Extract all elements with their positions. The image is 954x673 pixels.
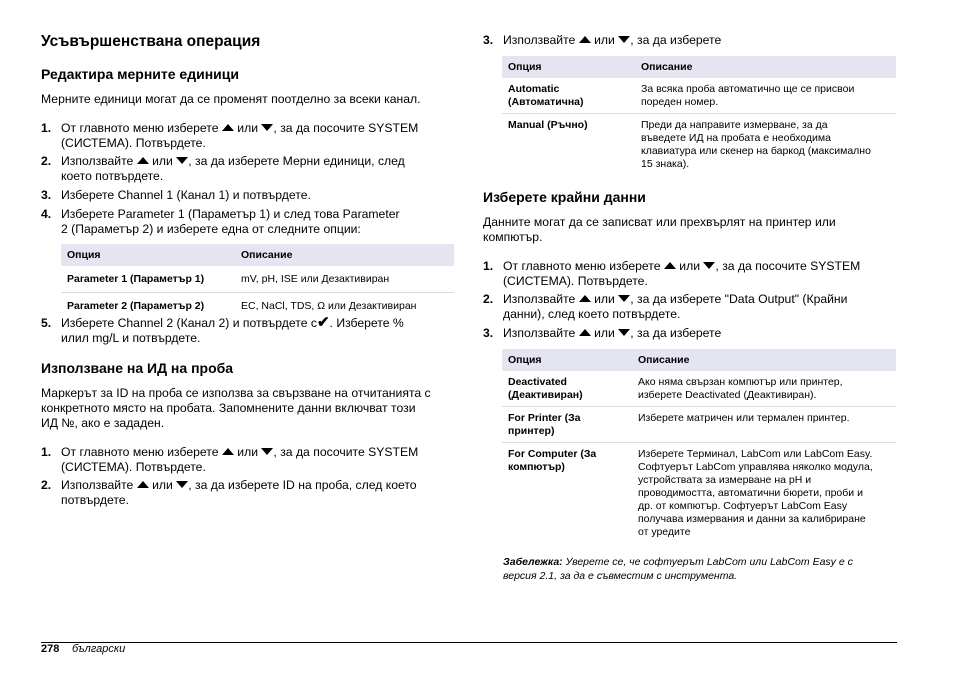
table-row: Manual (Ръчно) Преди да направите измерване, за да въведете ИД на пробата е необходима клавиатура или скенер на баркод (максимално 15 знака).: [508, 119, 871, 170]
page-number: 278: [41, 643, 60, 655]
table-row: Parameter 2 (Параметър 2) EC, NaCl, TDS, Ω или Дезактивиран: [67, 300, 417, 312]
arrow-down-icon: [703, 262, 715, 269]
table-header: Описание: [632, 349, 896, 371]
table-row: Deactivated (Деактивиран) Ако няма свързан компютър или принтер, изберете Deactivated (Деактивиран).: [502, 371, 896, 407]
arrow-down-icon: [618, 36, 630, 43]
table-row: For Computer (За компютър) Изберете Терминал, LabCom или LabCom Easy. Софтуерът LabCom управлява няколко модула, устройствата за измерване на pH и проводимостта, автоматични бюрети, проби и др. от компютър. Софтуерът LabCom Easy получава измервания и данни за калибриране от уредите: [508, 448, 873, 538]
units-options-table: [61, 244, 454, 317]
arrow-up-icon: [222, 448, 234, 455]
table-row: Parameter 1 (Параметър 1) mV, pH, ISE или Дезактивиран: [61, 266, 454, 293]
arrow-down-icon: [261, 448, 273, 455]
footer-language: български: [72, 643, 126, 655]
arrow-down-icon: [618, 329, 630, 336]
arrow-up-icon: [579, 36, 591, 43]
table-header: Опция: [502, 56, 635, 78]
arrow-up-icon: [222, 124, 234, 131]
table-header: Описание: [635, 56, 896, 78]
units-intro: Мерните единици могат да се променят поотделно за всеки канал.: [41, 92, 421, 106]
section-title: Усъвършенствана операция: [41, 33, 261, 50]
sample-id-heading: Използване на ИД на проба: [41, 360, 234, 376]
checkmark-icon: ✔: [316, 314, 330, 331]
arrow-up-icon: [664, 262, 676, 269]
table-header: Описание: [235, 244, 454, 266]
arrow-up-icon: [137, 157, 149, 164]
note: Забележка: Уверете се, че софтуерът LabCom или LabCom Easy е с версия 2.1, за да е съвместим с инструмента.: [503, 556, 853, 582]
arrow-up-icon: [579, 329, 591, 336]
arrow-down-icon: [176, 157, 188, 164]
sample-id-options-table: [502, 56, 896, 175]
arrow-down-icon: [618, 295, 630, 302]
arrow-up-icon: [579, 295, 591, 302]
arrow-down-icon: [176, 481, 188, 488]
table-row: For Printer (За принтер) Изберете матричен или термален принтер.: [502, 407, 896, 443]
output-paragraph: Данните могат да се записват или прехвърлят на принтер или компютър.: [483, 215, 836, 244]
table-row: Automatic (Автоматична) За всяка проба автоматично ще се присвои пореден номер.: [502, 78, 896, 114]
sample-id-paragraph: Маркерът за ID на проба се използва за свързване на отчитанията с конкретното място на пробата. Запомнените данни включват този ИД №, ако е зададен.: [41, 386, 431, 430]
footer-divider: [41, 642, 897, 643]
units-heading: Редактира мерните единици: [41, 66, 239, 82]
output-options-table: [502, 349, 896, 543]
table-header: Опция: [502, 349, 632, 371]
arrow-down-icon: [261, 124, 273, 131]
arrow-up-icon: [137, 481, 149, 488]
table-header: Опция: [61, 244, 235, 266]
output-heading: Изберете крайни данни: [483, 189, 646, 205]
